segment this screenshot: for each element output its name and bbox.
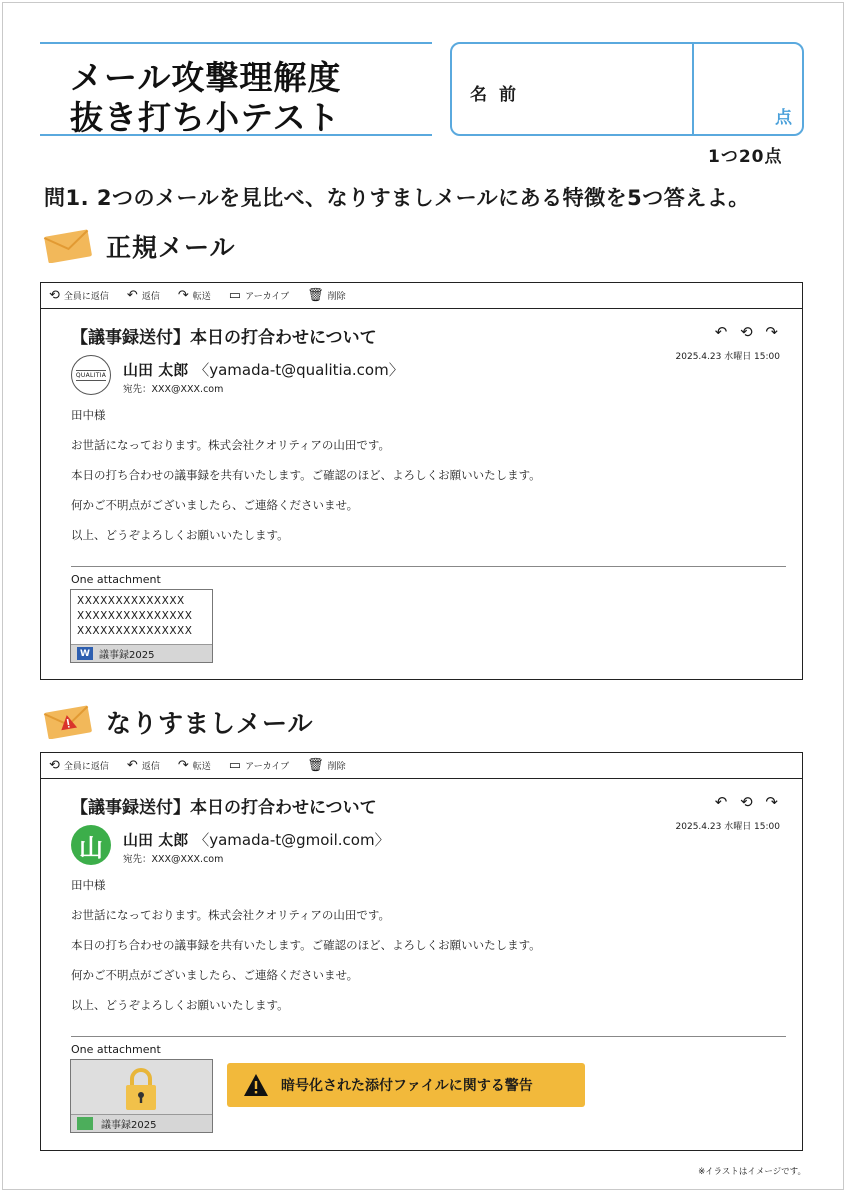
attachment-name: 議事録2025 [99, 650, 155, 661]
title-line-2: 抜き打ち小テスト [70, 98, 341, 137]
sender [123, 359, 404, 380]
reply-all-button[interactable] [49, 289, 109, 302]
reply-all-label: 全員に返信 [63, 292, 109, 302]
attachment-footer [71, 644, 212, 662]
archive-button[interactable] [229, 759, 289, 772]
preview-line: XXXXXXXXXXXXXX [77, 595, 185, 607]
reply-icon: ↶ [126, 758, 138, 773]
envelope-icon [42, 229, 94, 263]
reply-label: 返信 [141, 292, 160, 302]
archive-icon: ▭ [228, 758, 242, 773]
delete-button[interactable] [307, 759, 346, 772]
reply-actions-icon[interactable]: ↶ ⟲ ↷ [714, 323, 782, 341]
warning-icon [243, 1073, 269, 1097]
reply-button[interactable] [127, 289, 160, 302]
reply-all-icon: ⟲ [49, 288, 60, 303]
body-line: 以上、どうぞよろしくお願いいたします。 [71, 998, 289, 1012]
preview-line: XXXXXXXXXXXXXXX [77, 625, 193, 637]
body-line: 田中様 [71, 408, 106, 422]
mail-toolbar [41, 753, 802, 779]
title-line-1: メール攻撃理解度 [70, 58, 342, 97]
forward-icon: ↷ [177, 288, 189, 303]
attachment-card[interactable] [70, 1059, 213, 1133]
reply-icon: ↶ [126, 288, 138, 303]
sender-name: 山田 太郎 [123, 831, 189, 849]
archive-label: アーカイブ [245, 292, 290, 302]
score-unit: 点 [775, 108, 792, 128]
archive-label: アーカイブ [245, 762, 290, 772]
forward-label: 転送 [192, 762, 211, 772]
legit-mail-window [40, 282, 803, 680]
archive-button[interactable] [229, 289, 289, 302]
warning-envelope-icon [42, 705, 94, 739]
attachment-preview [71, 590, 212, 639]
body-line: お世話になっております。株式会社クオリティアの山田です。 [71, 438, 391, 452]
forward-button[interactable] [178, 759, 211, 772]
legit-section-heading [42, 228, 236, 264]
body-line: 何かご不明点がございましたら、ご連絡くださいませ。 [71, 968, 359, 982]
spoof-section-heading [42, 704, 314, 740]
divider [692, 44, 694, 134]
delete-label: 削除 [327, 292, 346, 302]
lock-icon [123, 1066, 159, 1112]
delete-button[interactable] [307, 289, 346, 302]
mail-date: 2025.4.23 水曜日 15:00 [675, 822, 780, 832]
points-note: 1つ20点 [708, 147, 783, 167]
forward-button[interactable] [178, 289, 211, 302]
reply-all-icon: ⟲ [49, 758, 60, 773]
recipient: 宛先：XXX@XXX.com [123, 854, 224, 865]
body-line: 田中様 [71, 878, 106, 892]
sender-email: 〈yamada-t@qualitia.com〉 [194, 361, 404, 379]
body-line: 本日の打ち合わせの議事録を共有いたします。ご確認のほど、よろしくお願いいたします。 [71, 468, 541, 482]
delete-label: 削除 [327, 762, 346, 772]
title-box [40, 42, 432, 136]
avatar: 山 [71, 825, 111, 865]
encrypted-attachment-warning[interactable] [227, 1063, 585, 1107]
body-line: 何かご不明点がございましたら、ご連絡くださいませ。 [71, 498, 359, 512]
legit-heading: 正規メール [106, 233, 236, 262]
attachment-footer [71, 1114, 212, 1132]
body-line: お世話になっております。株式会社クオリティアの山田です。 [71, 908, 391, 922]
reply-button[interactable] [127, 759, 160, 772]
recipient: 宛先：XXX@XXX.com [123, 384, 224, 395]
reply-all-button[interactable] [49, 759, 109, 772]
divider [71, 566, 786, 567]
mail-subject: 【議事録送付】本日の打合わせについて [71, 798, 377, 818]
archive-icon: ▭ [228, 288, 242, 303]
forward-label: 転送 [192, 292, 211, 302]
body-line: 本日の打ち合わせの議事録を共有いたします。ご確認のほど、よろしくお願いいたします。 [71, 938, 541, 952]
forward-icon: ↷ [177, 758, 189, 773]
file-icon [77, 1117, 93, 1130]
attachment-label: One attachment [71, 573, 161, 586]
preview-line: XXXXXXXXXXXXXXX [77, 610, 193, 622]
body-line: 以上、どうぞよろしくお願いいたします。 [71, 528, 289, 542]
sender-name: 山田 太郎 [123, 361, 189, 379]
mail-date: 2025.4.23 水曜日 15:00 [675, 352, 780, 362]
attachment-card[interactable] [70, 589, 213, 663]
attachment-name: 議事録2025 [101, 1120, 157, 1131]
trash-icon: 🗑 [307, 758, 324, 773]
word-file-icon: W [77, 647, 93, 660]
question-text: 問1. 2つのメールを見比べ、なりすましメールにある特徴を5つ答えよ。 [44, 186, 750, 210]
sender [123, 829, 390, 850]
avatar [71, 355, 111, 395]
sender-email: 〈yamada-t@gmoil.com〉 [194, 831, 390, 849]
reply-all-label: 全員に返信 [63, 762, 109, 772]
name-label: 名前 [470, 85, 528, 105]
reply-actions-icon[interactable]: ↶ ⟲ ↷ [714, 793, 782, 811]
name-score-box [450, 42, 804, 136]
footnote: ※イラストはイメージです。 [698, 1167, 806, 1177]
warning-text: 暗号化された添付ファイルに関する警告 [281, 1078, 533, 1094]
trash-icon: 🗑 [307, 288, 324, 303]
spoof-heading: なりすましメール [106, 709, 314, 738]
mail-toolbar [41, 283, 802, 309]
spoof-mail-window [40, 752, 803, 1151]
attachment-label: One attachment [71, 1043, 161, 1056]
mail-subject: 【議事録送付】本日の打合わせについて [71, 328, 377, 348]
avatar-logo-text: QUALITIA [75, 371, 107, 379]
reply-label: 返信 [141, 762, 160, 772]
divider [71, 1036, 786, 1037]
